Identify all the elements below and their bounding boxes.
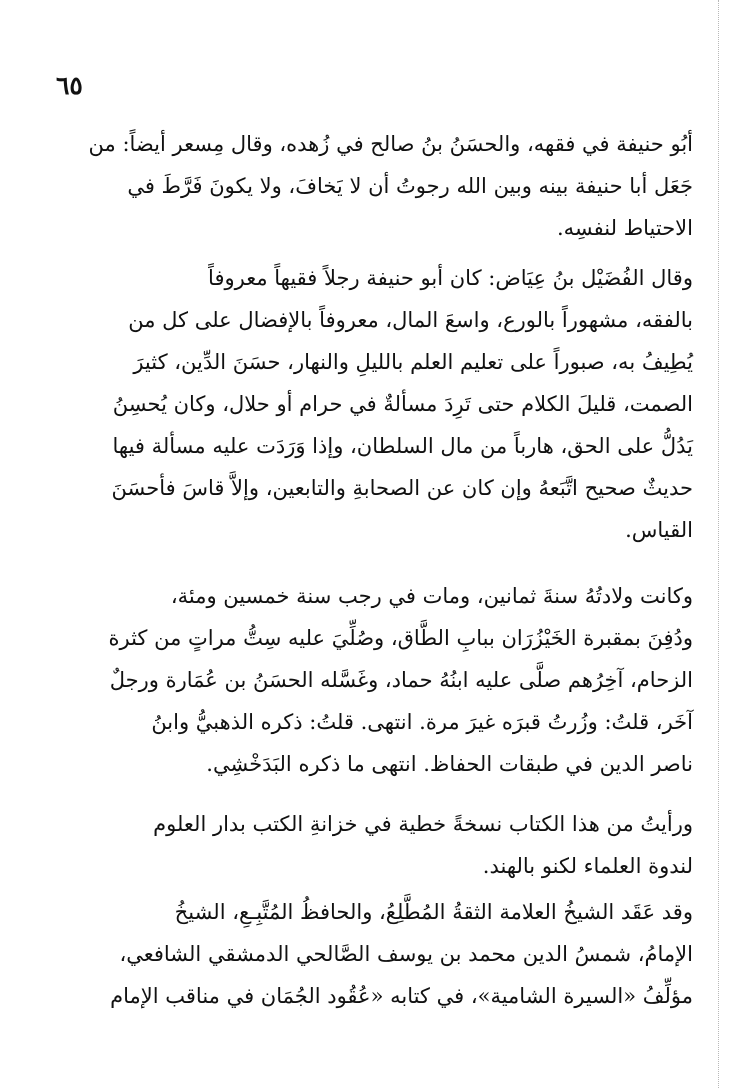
text-line: وقد عَقَد الشيخُ العلامة الثقةُ المُطَّلِعُ، والحافظُ المُتَّبِـعِ، الشيخُ bbox=[174, 900, 693, 924]
page-number: ٦٥ bbox=[56, 71, 83, 100]
text-line: الإمامُ، شمسُ الدين محمد بن يوسف الصَّالحي الدمشقي الشافعي، bbox=[119, 942, 693, 966]
text-line: الزحام، آخِرُهم صلَّى عليه ابنُهُ حماد، وغَسَّله الحسَنُ بن عُمَارة ورجلٌ bbox=[109, 668, 693, 692]
text-line: وكانت ولادتُهُ سنةَ ثمانين، ومات في رجب سنة خمسين ومئة، bbox=[170, 584, 693, 608]
text-line: ودُفِنَ بمقبرة الخَيْزُرَان ببابِ الطَّاق، وصُلِّيَ عليه سِتُّ مراتٍ من كثرة bbox=[108, 626, 693, 650]
text-line: مؤلِّفُ «السيرة الشامية»، في كتابه «عُقُود الجُمَان في مناقب الإمام bbox=[110, 984, 693, 1008]
text-line: أبُو حنيفة في فقهه، والحسَنُ بنُ صالح في زُهده، وقال مِسعر أيضاً: من bbox=[88, 132, 693, 156]
text-line: الصمت، قليلَ الكلام حتى تَرِدَ مسألةٌ في حرام أو حلال، وكان يُحسِنُ bbox=[112, 392, 693, 416]
text-line: آخَر، قلتُ: وزُرتُ قبرَه غيرَ مرة. انتهى. قلتُ: ذكره الذهبيُّ وابنُ bbox=[151, 710, 693, 734]
text-line: بالفقه، مشهوراً بالورع، واسعَ المال، معروفاً بالإفضال على كل من bbox=[128, 308, 693, 332]
text-line: جَعَل أبا حنيفة بينه وبين الله رجوتُ أن لا يَخافَ، ولا يكونَ فَرَّطَ في bbox=[127, 174, 693, 198]
text-line: ورأيتُ من هذا الكتاب نسخةً خطية في خزانةِ الكتب بدار العلوم bbox=[153, 812, 693, 836]
text-line: يُطِيفُ به، صبوراً على تعليم العلم بالليلِ والنهار، حسَنَ الدِّين، كثيرَ bbox=[133, 350, 693, 374]
text-line: حديثٌ صحيح اتَّبَعهُ وإن كان عن الصحابةِ والتابعين، وإلاَّ قاسَ فأحسَنَ bbox=[111, 476, 693, 500]
text-line: لندوة العلماء لكنو بالهند. bbox=[482, 854, 693, 878]
text-line: وقال الفُضَيْل بنُ عِيَاض: كان أبو حنيفة رجلاً فقيهاً معروفاً bbox=[208, 266, 693, 290]
page-edge-dotted-line bbox=[718, 0, 719, 1088]
text-line: الاحتياط لنفسِه. bbox=[557, 216, 693, 240]
text-line: القياس. bbox=[625, 518, 693, 542]
text-line: يَدُلُّ على الحق، هارباً من مال السلطان، وإذا وَرَدَت عليه مسألة فيها bbox=[112, 434, 693, 458]
text-line: ناصر الدين في طبقات الحفاظ. انتهى ما ذكره البَدَخْشِي. bbox=[206, 752, 693, 776]
